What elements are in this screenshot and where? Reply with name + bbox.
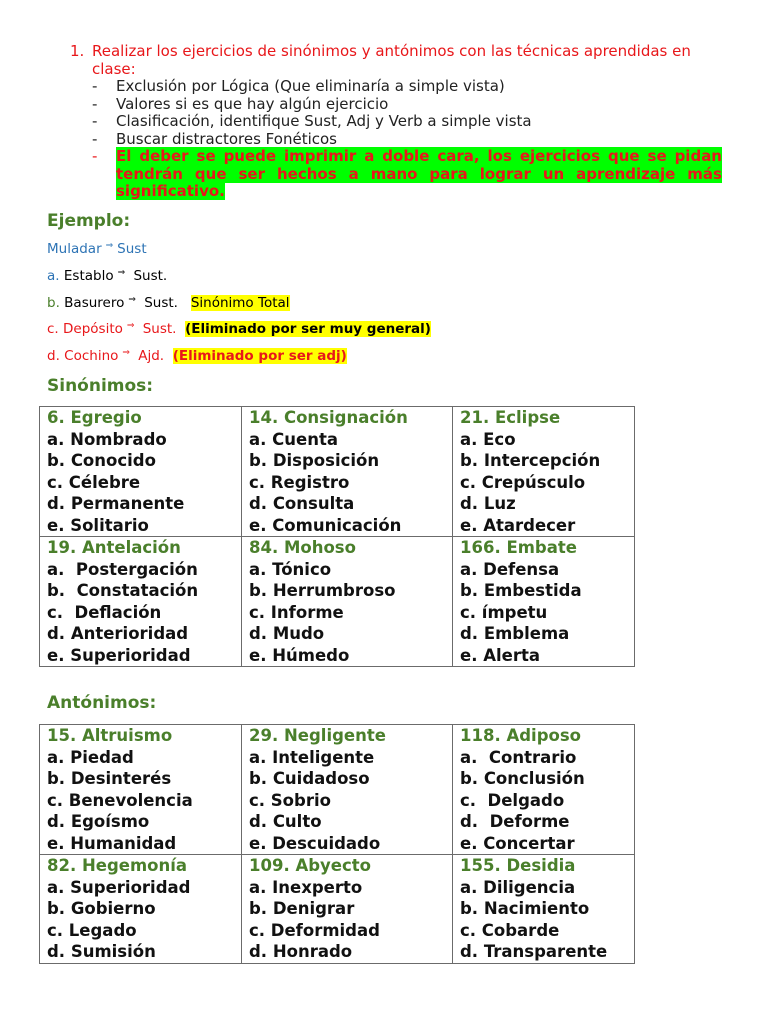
arrow-symbol-icon: ⇒ [126,321,135,331]
exercise-option: c. Benevolencia [47,790,193,810]
exercise-option: c. Crepúsculo [460,472,586,492]
exercise-option: d. Culto [249,812,322,831]
exercise-option: e. Concertar [460,833,575,853]
exercise-option: d. Consulta [249,494,355,513]
exercise-title: 166. Embate [460,538,577,557]
exercise-cell [242,725,453,855]
exercise-cell [242,855,453,964]
table-row [40,725,635,855]
exercise-option: d. Emblema [460,624,570,643]
note-eliminado-general: (Eliminado por ser muy general) [185,321,431,337]
instruction-number: 1. [70,42,85,60]
exercise-option: a. Diligencia [460,877,576,897]
ejemplo-heading: Ejemplo: [47,211,131,231]
ejemplo-option-c: c. Depósito ⇒ Sust. (Eliminado por ser muy general) [47,321,431,337]
exercise-option: d. Anterioridad [47,624,189,643]
exercise-option: e. Superioridad [47,645,191,665]
exercise-option: d. Transparente [460,942,608,961]
table-row [40,855,635,964]
ejemplo-option-a: a. Establo ⇒ Sust. [47,268,168,284]
arrow-symbol-icon: ⇒ [117,268,126,278]
note-eliminado-adj: (Eliminado por ser adj) [172,348,347,364]
exercise-option: a. Inteligente [249,747,375,767]
exercise-option: b. Intercepción [460,451,601,470]
instruction-bullet: - Valores si es que hay algún ejercicio [92,94,389,113]
exercise-option: c. Legado [47,920,137,940]
exercise-option: e. Comunicación [249,515,402,535]
instruction-title [70,43,722,78]
exercise-option: a. Superioridad [47,877,191,897]
exercise-title: 109. Abyecto [249,856,371,875]
arrow-symbol-icon: ⇒ [128,295,136,305]
exercise-option: d. Deforme [460,812,570,831]
exercise-title: 21. Eclipse [460,408,561,427]
exercise-option: c. ímpetu [460,602,548,622]
exercise-option: e. Solitario [47,515,149,535]
instruction-highlight-bullet: - El deber se puede imprimir a doble cara, los ejercicios que se pidan tendrán que ser hechos a mano para lograr un aprendizaje más significativo. [92,147,722,200]
exercise-option: a. Piedad [47,747,134,767]
exercise-option: c. Sobrio [249,790,331,810]
exercise-option: a. Defensa [460,559,560,579]
instruction-bullet: - Buscar distractores Fonéticos [92,129,337,148]
exercise-option: d. Permanente [47,494,185,513]
exercise-title: 155. Desidia [460,856,576,875]
exercise-option: b. Constatación [47,581,199,600]
exercise-cell [453,725,635,855]
table-row [40,407,635,537]
exercise-title: 84. Mohoso [249,538,356,557]
exercise-option: a. Postergación [47,559,198,579]
ejemplo-main-word: Muladar ⇒ Sust [47,241,147,257]
arrow-symbol-icon: ⇒ [105,241,114,251]
exercise-option: d. Luz [460,494,516,513]
exercise-option: b. Cuidadoso [249,769,370,788]
exercise-cell [242,537,453,667]
exercise-option: c. Informe [249,602,344,622]
exercise-option: a. Cuenta [249,429,338,449]
instruction-title-line1: Realizar los ejercicios de sinónimos y antónimos con las técnicas aprendidas en [92,42,691,60]
exercise-option: a. Eco [460,429,516,449]
exercise-option: a. Inexperto [249,877,363,897]
exercise-option: a. Contrario [460,747,577,767]
exercise-title: 15. Altruismo [47,726,173,745]
exercise-option: b. Gobierno [47,899,156,918]
antonimos-table [39,724,635,964]
exercise-option: b. Nacimiento [460,899,590,918]
instruction-title-line2: clase: [92,59,136,78]
instruction-bullet: - Clasificación, identifique Sust, Adj y Verb a simple vista [92,112,532,130]
exercise-option: b. Herrumbroso [249,581,396,600]
exercise-option: b. Desinterés [47,769,172,788]
instructions-block [70,43,722,201]
exercise-title: 29. Negligente [249,726,386,745]
exercise-option: c. Delgado [460,790,565,810]
ejemplo-option-b: b. Basurero ⇒ Sust. Sinónimo Total [47,295,290,311]
exercise-title: 6. Egregio [47,408,142,427]
exercise-cell [453,407,635,537]
exercise-option: d. Honrado [249,942,353,961]
exercise-option: d. Mudo [249,624,325,643]
exercise-option: c. Célebre [47,472,141,492]
exercise-option: b. Denigrar [249,899,355,918]
exercise-option: e. Atardecer [460,515,576,535]
exercise-option: d. Egoísmo [47,812,150,831]
antonimos-heading: Antónimos: [47,693,157,713]
exercise-cell [40,725,242,855]
exercise-option: b. Conclusión [460,769,585,788]
exercise-option: b. Conocido [47,451,156,470]
sinonimos-heading: Sinónimos: [47,376,154,396]
instruction-bullet: - Exclusión por Lógica (Que eliminaría a simple vista) [92,77,505,95]
table-row [40,537,635,667]
exercise-cell [40,537,242,667]
ejemplo-option-d: d. Cochino ⇒ Ajd. (Eliminado por ser adj) [47,348,347,364]
exercise-cell [453,855,635,964]
exercise-option: a. Nombrado [47,429,167,449]
exercise-option: e. Descuidado [249,833,381,853]
exercise-option: c. Cobarde [460,920,560,940]
exercise-option: e. Humanidad [47,833,177,853]
exercise-cell [40,855,242,964]
exercise-cell [242,407,453,537]
exercise-option: c. Registro [249,472,350,492]
exercise-cell [40,407,242,537]
exercise-option: c. Deflación [47,602,162,622]
exercise-cell [453,537,635,667]
exercise-option: e. Húmedo [249,645,350,665]
note-sinonimo-total: Sinónimo Total [190,295,290,311]
exercise-title: 19. Antelación [47,538,181,557]
exercise-option: a. Tónico [249,559,332,579]
sinonimos-table [39,406,635,667]
exercise-title: 118. Adiposo [460,726,581,745]
exercise-option: b. Embestida [460,581,582,600]
highlighted-note: El deber se puede imprimir a doble cara, los ejercicios que se pidan tendrán que ser hechos a mano para lograr un aprendizaje más significativo. [116,147,722,200]
exercise-option: d. Sumisión [47,942,156,961]
exercise-title: 82. Hegemonía [47,856,188,875]
exercise-option: c. Deformidad [249,920,380,940]
exercise-title: 14. Consignación [249,408,408,427]
exercise-option: e. Alerta [460,645,540,665]
exercise-option: b. Disposición [249,451,380,470]
arrow-symbol-icon: ⇒ [122,348,130,358]
